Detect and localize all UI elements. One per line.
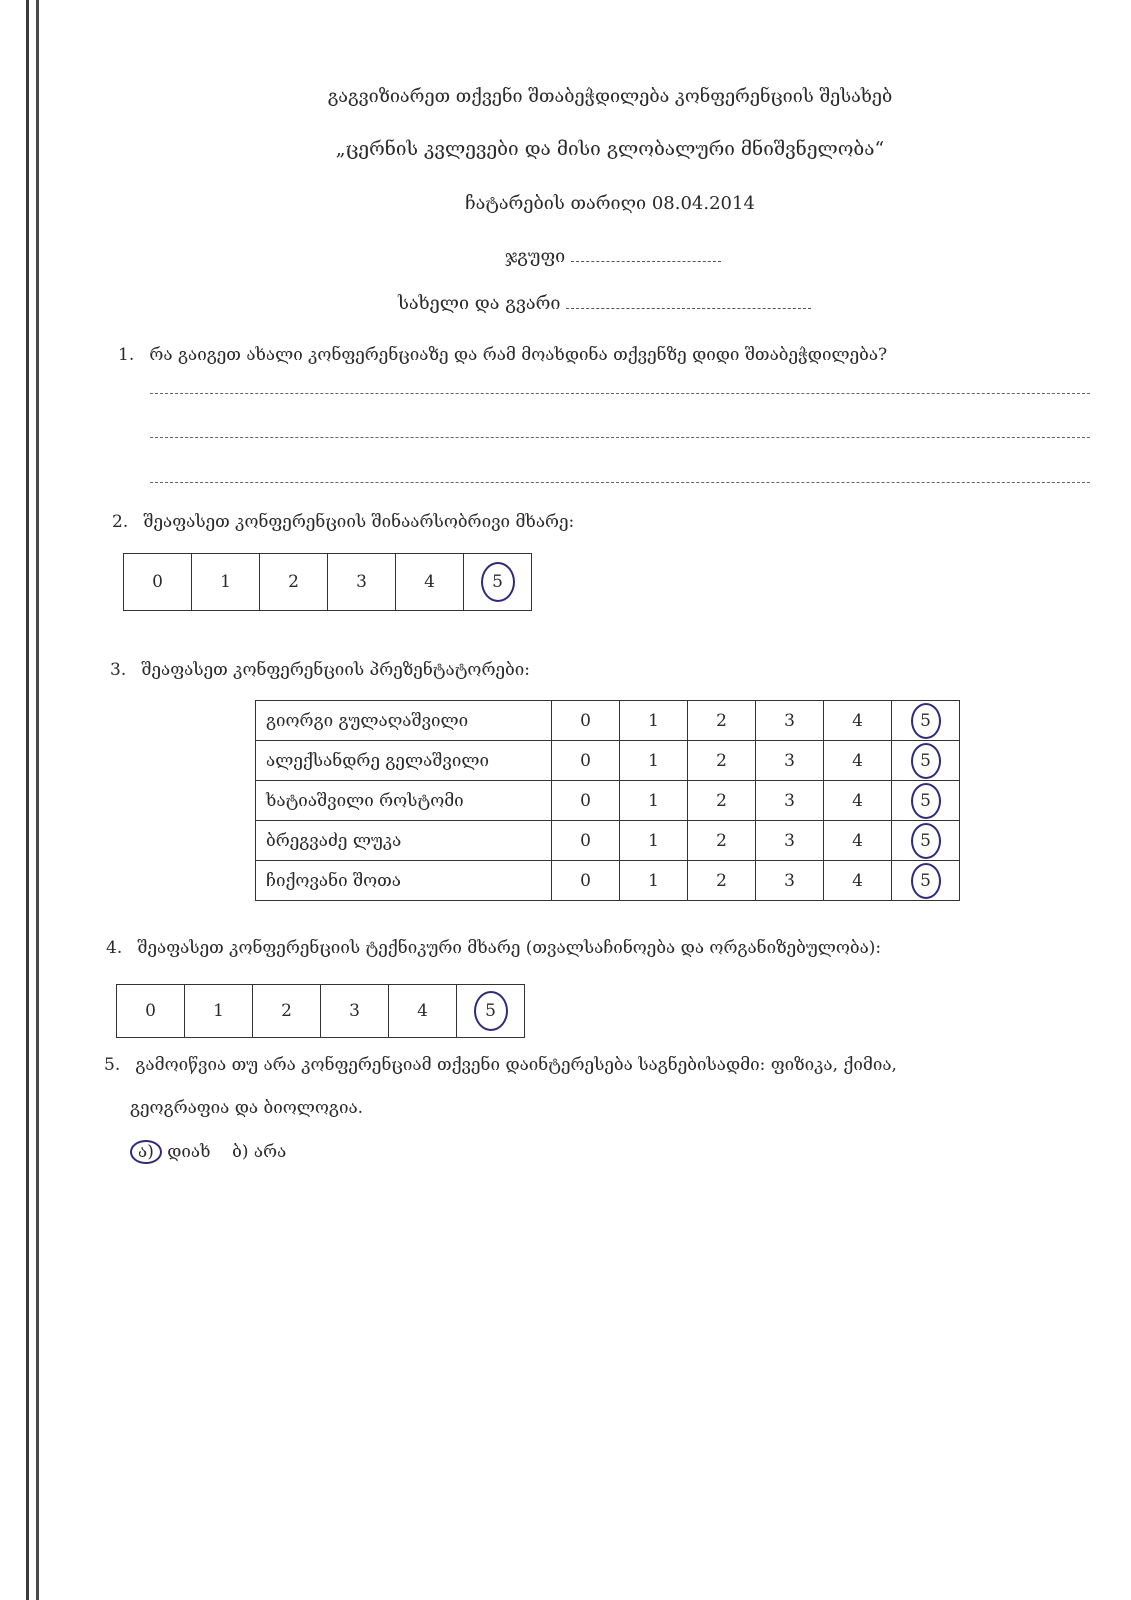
rating-cell[interactable] [253, 985, 321, 1038]
scan-edge [0, 0, 38, 1600]
rating-value: 2 [716, 790, 727, 811]
rating-value: 0 [580, 790, 591, 811]
rating-cell[interactable] [824, 701, 892, 741]
rating-cell[interactable] [688, 741, 756, 781]
rating-value: 2 [716, 870, 727, 891]
answer-line[interactable] [150, 393, 1090, 394]
rating-value: 0 [580, 870, 591, 891]
answer-line[interactable] [150, 437, 1090, 438]
question-number: 2. [112, 512, 129, 532]
rating-value-selected: 5 [911, 703, 941, 739]
question-3 [110, 660, 530, 680]
rating-value: 0 [145, 1001, 156, 1021]
rating-cell[interactable] [192, 554, 260, 611]
rating-value: 1 [648, 710, 659, 731]
rating-value: 0 [152, 572, 163, 592]
rating-cell[interactable] [117, 985, 185, 1038]
presenter-name: ალექსანდრე გელაშვილი [256, 741, 552, 781]
rating-value-selected: 5 [911, 743, 941, 779]
rating-value: 1 [213, 1001, 224, 1021]
rating-cell[interactable] [892, 861, 960, 901]
rating-cell[interactable] [688, 701, 756, 741]
rating-value: 1 [648, 790, 659, 811]
rating-cell[interactable] [892, 741, 960, 781]
name-label: სახელი და გვარი [398, 293, 561, 314]
rating-cell[interactable] [756, 861, 824, 901]
rating-value: 4 [852, 870, 863, 891]
rating-value: 2 [716, 830, 727, 851]
rating-cell[interactable] [892, 701, 960, 741]
rating-value: 2 [288, 572, 299, 592]
conference-date: ჩატარების თარიღი 08.04.2014 [465, 193, 755, 214]
question-5-continued [130, 1098, 363, 1118]
rating-cell[interactable] [321, 985, 389, 1038]
question-text: გამოიწვია თუ არა კონფერენციამ თქვენი დაინტერესება საგნებისადმი: ფიზიკა, ქიმია, [135, 1055, 897, 1075]
question-number: 1. [118, 345, 135, 365]
rating-value: 4 [852, 790, 863, 811]
rating-value: 2 [716, 710, 727, 731]
rating-cell[interactable] [756, 781, 824, 821]
rating-value: 4 [852, 830, 863, 851]
rating-value-selected: 5 [911, 783, 941, 819]
group-field [505, 245, 721, 267]
rating-scale-content [123, 553, 532, 611]
rating-value-selected: 5 [474, 991, 508, 1031]
form-title: გაგვიზიარეთ თქვენი შთაბეჭდილება კონფერენციის შესახებ [327, 86, 893, 107]
rating-cell[interactable] [620, 741, 688, 781]
scan-border-line [26, 0, 29, 1600]
rating-cell[interactable] [756, 701, 824, 741]
rating-value: 2 [281, 1001, 292, 1021]
question-text: გეოგრაფია და ბიოლოგია. [130, 1098, 364, 1118]
rating-cell[interactable] [552, 701, 620, 741]
rating-scale-technical [116, 984, 525, 1038]
rating-value: 4 [852, 710, 863, 731]
rating-value: 3 [784, 870, 795, 891]
rating-cell[interactable] [552, 861, 620, 901]
rating-cell[interactable] [185, 985, 253, 1038]
rating-value-selected: 5 [911, 823, 941, 859]
rating-cell[interactable] [620, 861, 688, 901]
rating-value: 0 [580, 830, 591, 851]
rating-cell[interactable] [620, 781, 688, 821]
rating-cell[interactable] [756, 741, 824, 781]
presenter-name: ხატიაშვილი როსტომი [256, 781, 552, 821]
rating-value: 0 [580, 710, 591, 731]
presenter-row [256, 821, 960, 861]
rating-value: 3 [784, 710, 795, 731]
rating-cell[interactable] [824, 861, 892, 901]
rating-cell[interactable] [620, 701, 688, 741]
name-blank[interactable] [566, 292, 811, 309]
question-1 [118, 345, 887, 365]
presenter-row [256, 781, 960, 821]
option-b-letter[interactable]: ბ) [232, 1142, 249, 1162]
question-text: შეაფასეთ კონფერენციის შინაარსობრივი მხარე: [143, 512, 575, 532]
option-b-label[interactable]: არა [253, 1142, 287, 1162]
rating-value: 2 [716, 750, 727, 771]
presenter-row [256, 861, 960, 901]
rating-cell[interactable] [457, 985, 525, 1038]
rating-value-selected: 5 [911, 863, 941, 899]
rating-value: 3 [784, 830, 795, 851]
conference-title: „ცერნის კვლევები და მისი გლობალური მნიშვნელობა“ [335, 138, 885, 160]
answer-line[interactable] [150, 482, 1090, 483]
rating-value: 4 [417, 1001, 428, 1021]
question-4 [106, 938, 881, 958]
rating-cell[interactable] [824, 741, 892, 781]
group-blank[interactable] [571, 245, 721, 262]
rating-cell[interactable] [756, 821, 824, 861]
rating-value: 1 [220, 572, 231, 592]
presenter-row [256, 701, 960, 741]
rating-cell[interactable] [328, 554, 396, 611]
rating-cell[interactable] [464, 554, 532, 611]
presenter-name: გიორგი გულაღაშვილი [256, 701, 552, 741]
rating-cell[interactable] [396, 554, 464, 611]
presenters-rating-table [255, 700, 960, 901]
rating-value: 1 [648, 830, 659, 851]
name-field [398, 292, 811, 314]
rating-cell[interactable] [892, 781, 960, 821]
rating-value: 4 [424, 572, 435, 592]
rating-cell[interactable] [552, 781, 620, 821]
rating-cell[interactable] [824, 821, 892, 861]
rating-value: 0 [580, 750, 591, 771]
scan-border-line [36, 0, 39, 1600]
question-number: 3. [110, 660, 127, 680]
rating-cell[interactable] [552, 821, 620, 861]
question-number: 5. [104, 1055, 121, 1075]
rating-value: 4 [852, 750, 863, 771]
question-text: შეაფასეთ კონფერენციის ტექნიკური მხარე (თვალსაჩინოება და ორგანიზებულობა): [137, 938, 882, 958]
rating-cell[interactable] [688, 821, 756, 861]
presenter-row [256, 741, 960, 781]
q5-options [130, 1140, 286, 1164]
question-5 [104, 1055, 897, 1075]
rating-cell[interactable] [124, 554, 192, 611]
rating-value: 3 [784, 750, 795, 771]
question-text: რა გაიგეთ ახალი კონფერენციაზე და რამ მოახდინა თქვენზე დიდი შთაბეჭდილება? [149, 345, 888, 365]
rating-cell[interactable] [389, 985, 457, 1038]
rating-row [117, 985, 525, 1038]
rating-value: 3 [349, 1001, 360, 1021]
option-a-label[interactable]: დიახ [167, 1142, 211, 1162]
rating-cell[interactable] [688, 861, 756, 901]
question-text: შეაფასეთ კონფერენციის პრეზენტატორები: [141, 660, 530, 680]
rating-value-selected: 5 [481, 562, 515, 602]
question-number: 4. [106, 938, 123, 958]
rating-cell[interactable] [552, 741, 620, 781]
rating-cell[interactable] [824, 781, 892, 821]
rating-value: 3 [784, 790, 795, 811]
rating-cell[interactable] [260, 554, 328, 611]
rating-value: 1 [648, 750, 659, 771]
rating-cell[interactable] [620, 821, 688, 861]
option-a-letter[interactable]: ა) [130, 1140, 162, 1164]
group-label: ჯგუფი [505, 246, 566, 267]
rating-cell[interactable] [688, 781, 756, 821]
question-2 [112, 512, 574, 532]
presenter-name: ბრეგვაძე ლუკა [256, 821, 552, 861]
rating-value: 1 [648, 870, 659, 891]
rating-row [124, 554, 532, 611]
rating-cell[interactable] [892, 821, 960, 861]
presenter-name: ჩიქოვანი შოთა [256, 861, 552, 901]
rating-value: 3 [356, 572, 367, 592]
